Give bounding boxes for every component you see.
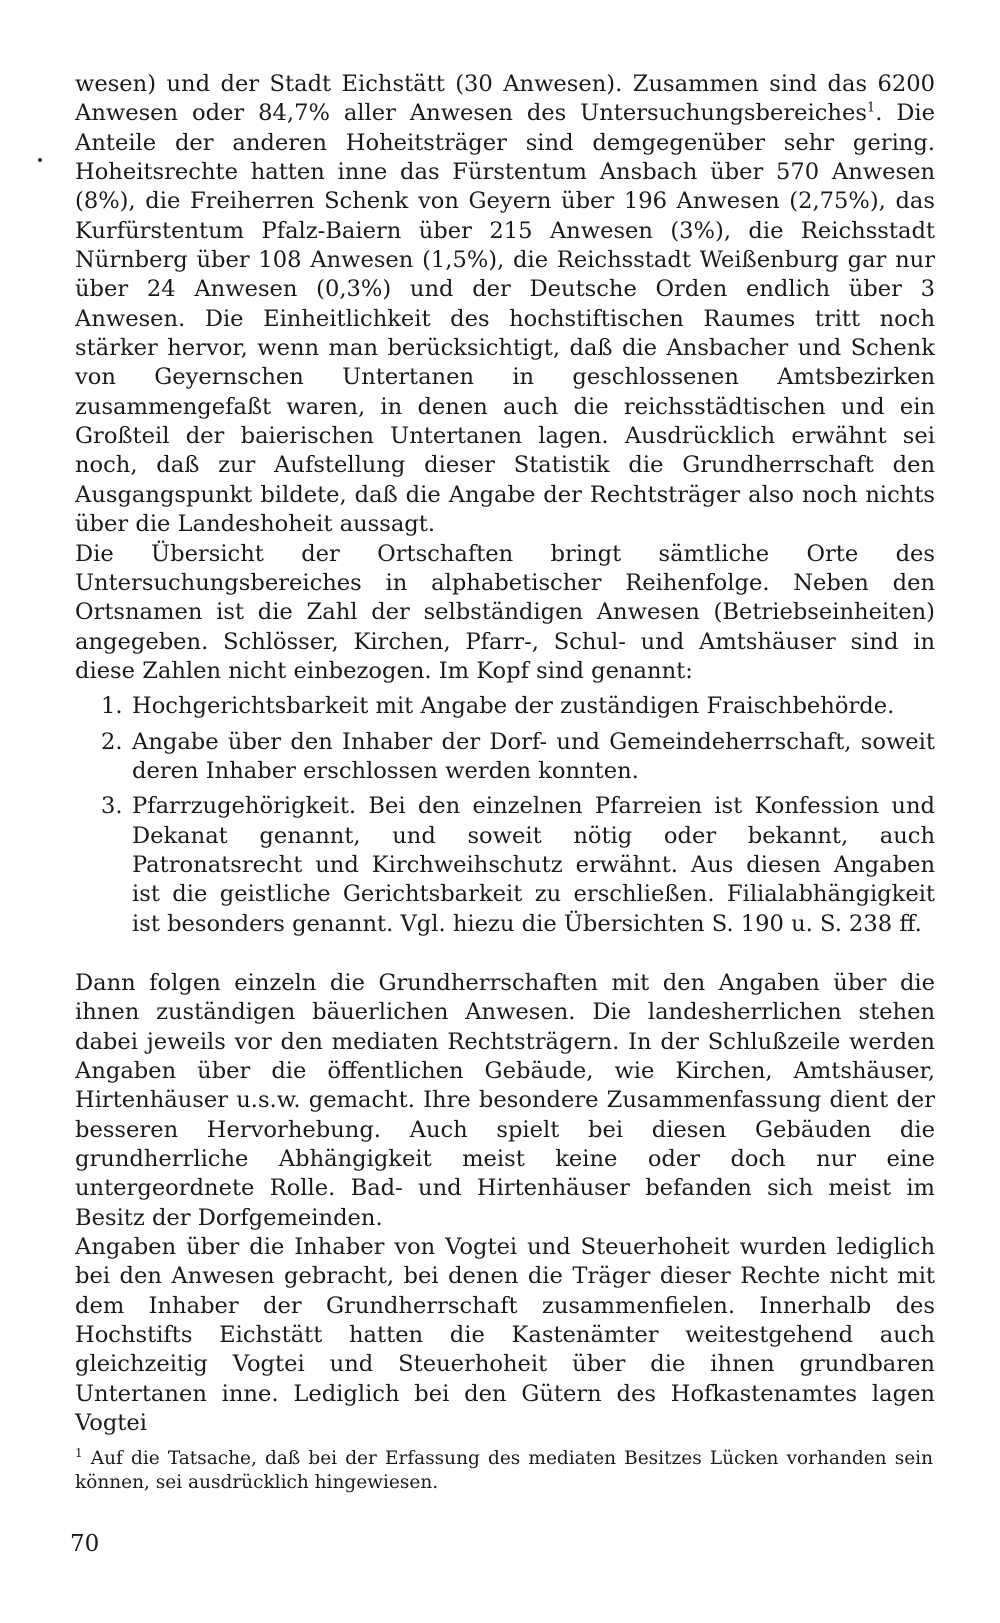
- list-item-text: Angabe über den Inhaber der Dorf- und Gemeindeherrschaft, soweit deren Inhaber erschlossen werden konnten.: [132, 728, 935, 784]
- list-item-text: Pfarrzugehörigkeit. Bei den einzelnen Pfarreien ist Konfession und Dekanat genannt, und soweit nötig oder bekannt, auch Patronatsrecht und Kirchweihschutz erwähnt. Aus diesen Angaben ist die geistliche Gerichtsbarkeit zu erschließen. Filialabhängigkeit ist besonders genannt. Vgl. hiezu die Übersichten S. 190 u. S. 238 ff.: [132, 793, 935, 937]
- list-item: [75, 728, 935, 787]
- heading-list: [75, 692, 935, 939]
- paragraph-3: Dann folgen einzeln die Grundherrschaften mit den Angaben über die ihnen zuständigen bäuerlichen Anwesen. Die landesherrlichen stehen dabei jeweils vor den mediaten Rechtsträgern. In der Schlußzeile werden Angaben über die öffentlichen Gebäude, wie Kirchen, Amtshäuser, Hirtenhäuser u.s.w. gemacht. Ihre besondere Zusammenfassung dient der besseren Hervorhebung. Auch spielt bei diesen Gebäuden die grundherrliche Abhängigkeit meist keine oder doch nur eine untergeordnete Rolle. Bad- und Hirtenhäuser befanden sich meist im Besitz der Dorfgemeinden.: [75, 969, 935, 1231]
- footnote-text: Auf die Tatsache, daß bei der Erfassung des mediaten Besitzes Lücken vorhanden sein können, sei ausdrücklich hingewiesen.: [75, 1448, 933, 1493]
- list-item-number: 2.: [101, 728, 123, 755]
- paragraph-4: Angaben über die Inhaber von Vogtei und Steuerhoheit wurden lediglich bei den Anwesen gebracht, bei denen die Träger dieser Rechte nicht mit dem Inhaber der Grundherrschaft zusammenfielen. Innerhalb des Hochstifts Eichstätt hatten die Kastenämter weitestgehend auch gleichzeitig Vogtei und Steuerhoheit über die ihnen grundbaren Untertanen inne. Lediglich bei den Gütern des Hofkastenamtes lagen Vogtei: [75, 1234, 935, 1437]
- footnote-reference: 1: [866, 100, 876, 116]
- paragraph-1: [75, 70, 935, 540]
- page-body: [75, 70, 935, 1438]
- list-item: [75, 692, 935, 721]
- page-number: 70: [70, 1531, 100, 1557]
- section-gap: [75, 945, 935, 969]
- list-item-number: 3.: [101, 793, 123, 820]
- paragraph-2: Die Übersicht der Ortschaften bringt sämtliche Orte des Untersuchungsbereiches in alphabetischer Reihenfolge. Neben den Ortsnamen ist die Zahl der selbständigen Anwesen (Betriebseinheiten) angegeben. Schlösser, Kirchen, Pfarr-, Schul- und Amtshäuser sind in diese Zahlen nicht einbezogen. Im Kopf sind genannt:: [75, 540, 935, 684]
- paragraph-1-text: wesen) und der Stadt Eichstätt (30 Anwesen). Zusammen sind das 6200 Anwesen oder 84,7% aller Anwesen des Untersuchungsbereiches: [75, 71, 935, 127]
- list-item-number: 1.: [101, 693, 123, 720]
- paragraph-1-continuation: . Die Anteile der anderen Hoheitsträger sind demgegenüber sehr gering. Hoheitsrechte hatten inne das Fürstentum Ansbach über 570 Anwesen (8%), die Freiherren Schenk von Geyern über 196 Anwesen (2,75%), das Kurfürstentum Pfalz-Baiern über 215 Anwesen (3%), die Reichsstadt Nürnberg über 108 Anwesen (1,5%), die Reichsstadt Weißenburg gar nur über 24 Anwesen (0,3%) und der Deutsche Orden endlich über 3 Anwesen. Die Einheitlichkeit des hochstiftischen Raumes tritt noch stärker hervor, wenn man berücksichtigt, daß die Ansbacher und Schenk von Geyernschen Untertanen in geschlossenen Amtsbezirken zusammengefaßt waren, in denen auch die reichsstädtischen und ein Großteil der baierischen Untertanen lagen. Ausdrücklich erwähnt sei noch, daß zur Aufstellung dieser Statistik die Grundherrschaft den Ausgangspunkt bildete, daß die Angabe der Rechtsträger also noch nichts über die Landeshoheit aussagt.: [75, 100, 936, 538]
- footnote: [75, 1447, 933, 1495]
- list-item: [75, 792, 935, 939]
- margin-mark: [38, 158, 42, 162]
- footnote-marker: 1: [75, 1445, 83, 1460]
- list-item-text: Hochgerichtsbarkeit mit Angabe der zuständigen Fraischbehörde.: [132, 693, 895, 720]
